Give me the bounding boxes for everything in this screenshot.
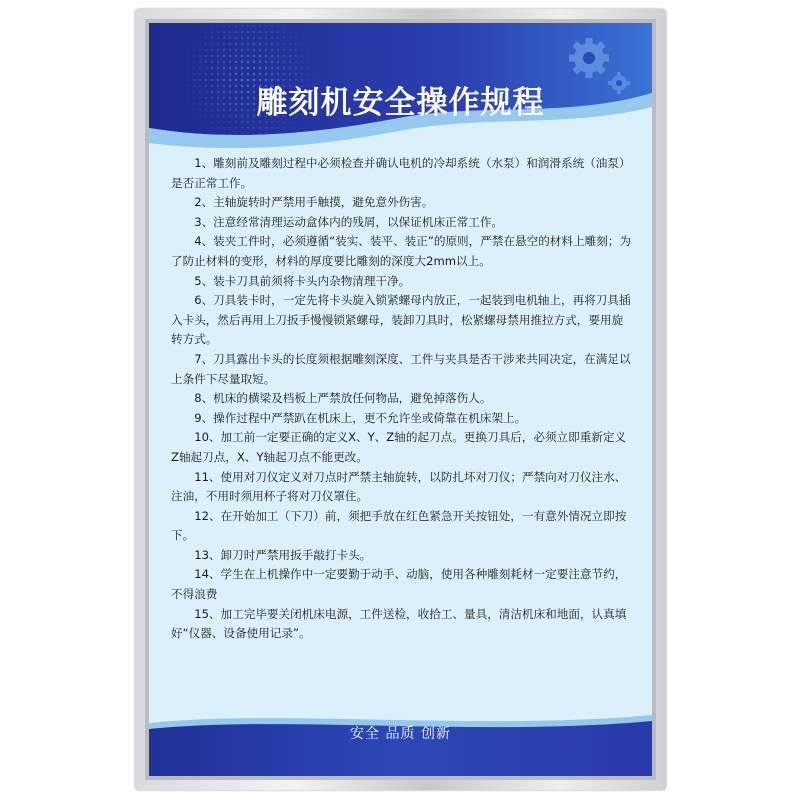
rule-item: 14、学生在上机操作中一定要勤于动手、动脑，使用各种雕刻耗材一定要注意节约，不得浪费 [171, 567, 627, 602]
rule-item: 3、注意经常清理运动盒体内的残屑，以保证机床正常工作。 [194, 214, 504, 229]
rules-list [171, 154, 633, 644]
rule-item: 11、使用对刀仪定义对刀点时严禁主轴旋转，以防扎坏对刀仪；严禁向对刀仪注水、注油，不用时须用杯子将对刀仪罩住。 [171, 469, 627, 504]
rule-item: 12、在开始加工（下刀）前，须把手放在红色紧急开关按钮处，一有意外情况立即按下。 [171, 508, 627, 543]
rule-item: 9、操作过程中严禁趴在机床上，更不允许坐或倚靠在机床架上。 [194, 410, 527, 425]
gear-icon [569, 38, 609, 78]
rule-item: 4、装夹工件时，必须遵循“装实、装平、装正”的原则，严禁在悬空的材料上雕刻；为了防止材料的变形，材料的厚度要比雕刻的深度大2mm以上。 [171, 234, 631, 268]
rule-item: 13、卸刀时严禁用扳手敲打卡头。 [194, 547, 372, 562]
rule-item: 8、机床的横梁及档板上严禁放任何物品，避免掉落伤人。 [194, 391, 492, 406]
footer-slogan: 安全 品质 创新 [350, 726, 451, 742]
rule-item: 10、加工前一定要正确的定义X、Y、Z轴的起刀点。更换刀具后，必须立即重新定义Z轴起刀点，X、Y轴起刀点不能更改。 [171, 430, 627, 464]
rule-item: 6、刀具装卡时，一定先将卡头旋入锁紧螺母内放正，一起装到电机轴上，再将刀具插入卡头，然后再用上刀扳手慢慢锁紧螺母，装卸刀具时，松紧螺母禁用推拉方式，要用旋转方式。 [171, 293, 631, 347]
rule-item: 5、装卡刀具前须将卡头内杂物清理干净。 [194, 273, 411, 288]
safety-poster [149, 23, 652, 776]
poster-title: 雕刻机安全操作规程 [256, 85, 545, 121]
rule-item: 1、雕刻前及雕刻过程中必须检查并确认电机的冷却系统（水泵）和润滑系统（油泵）是否正常工作。 [171, 156, 631, 190]
rule-item: 15、加工完毕要关闭机床电源，工件送检，收拾工、量具，清洁机床和地面，认真填好“仪器、设备使用记录”。 [171, 606, 627, 641]
rule-item: 2、主轴旋转时严禁用手触摸，避免意外伤害。 [194, 195, 434, 210]
rule-item: 7、刀具露出卡头的长度须根据雕刻深度、工件与夹具是否干涉来共同决定，在满足以上条件下尽量取短。 [171, 351, 631, 386]
